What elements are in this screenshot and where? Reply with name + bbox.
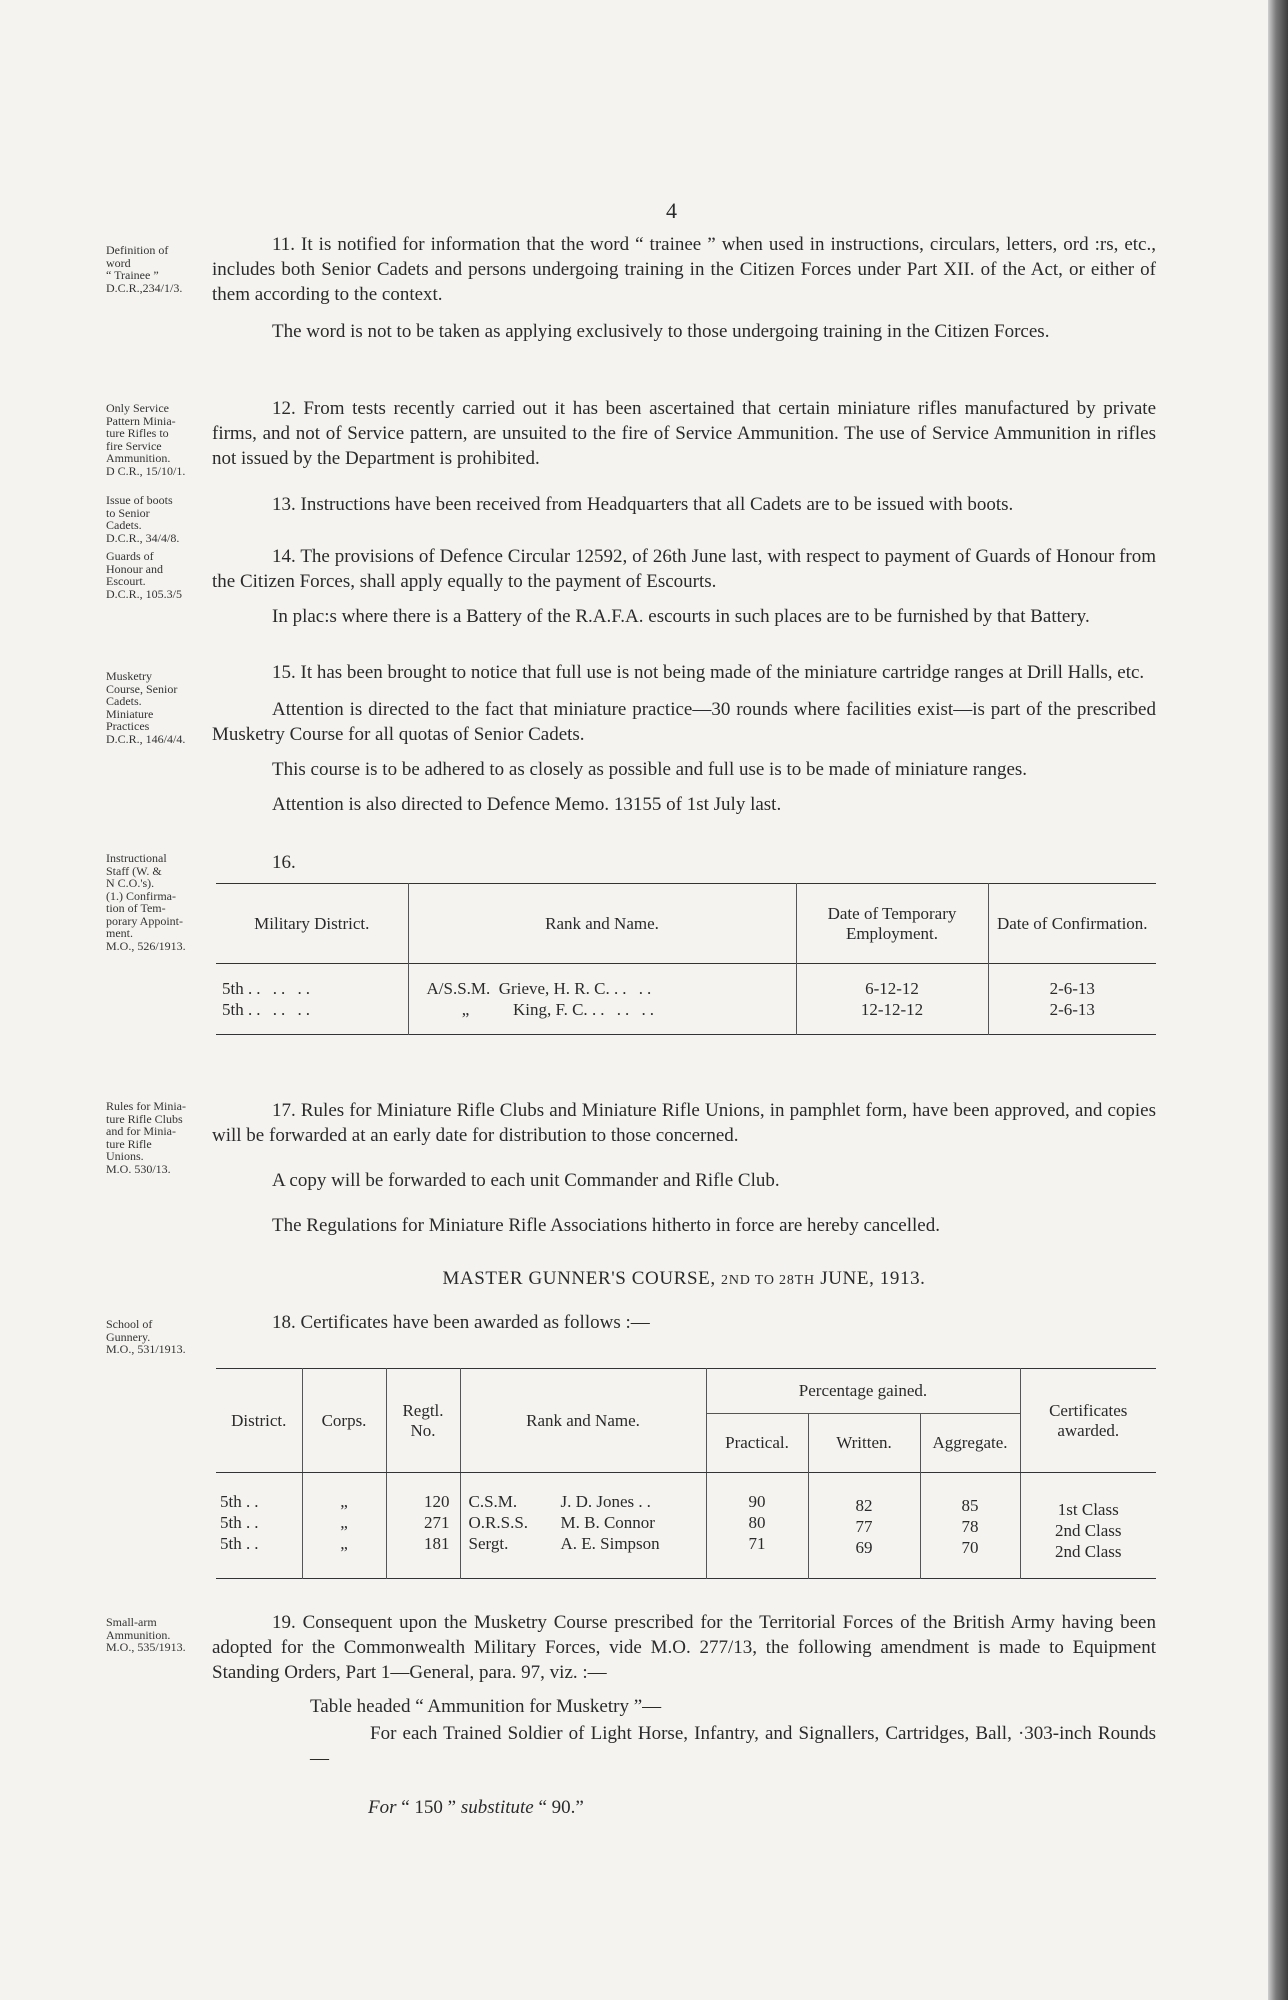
margin-note-16: Instructional Staff (W. & N C.O.'s). (1.) Confirma- tion of Tem- porary Appoint- ment. M.O., 526/1913. <box>106 851 186 953</box>
cell-confirm-date: 2-6-13 <box>1049 1000 1095 1019</box>
header-rank-and-name: Rank and Name. <box>460 1369 706 1473</box>
margin-note-13: Issue of boots to Senior Cadets. D.C.R., 34/4/8. <box>106 493 180 545</box>
paragraph-12: 12. From tests recently carried out it has been ascertained that certain miniature rifles manufactured by private firms, and not of Service pattern, are unsuited to the fire of Service Ammunition. The use of Service Ammunition in rifles not issued by the Department is prohibited. <box>212 398 1156 469</box>
cell-temp-date: 12-12-12 <box>860 1000 924 1019</box>
cell-temp-date: 6-12-12 <box>865 979 919 998</box>
paragraph-14: 14. The provisions of Defence Circular 12592, of 26th June last, with respect to payment of Guards of Honour from the Citizen Forces, shall apply equally to the payment of Escourts. In plac:s where there is a Battery of the R.A.F.A. escourts in such places are to be furnished by that Battery. <box>212 546 1156 627</box>
cell-name: King, F. C. <box>513 1000 588 1019</box>
header-confirmation: Date of Confirmation. <box>996 913 1148 933</box>
header-percentage-gained: Percentage gained. <box>706 1369 1020 1414</box>
header-certificates: Certificates awarded. <box>1020 1369 1156 1473</box>
margin-note-17: Rules for Minia- ture Rifle Clubs and for Minia- ture Rifle Unions. M.O. 530/13. <box>106 1099 186 1176</box>
confirmation-table <box>216 883 1156 1035</box>
cell-rank: A/S.S.M. <box>426 979 491 998</box>
table-row: 5th .. .. .. 5th .. .. .. A/S.S.M. Grieve, H. R. C. .. .. „ King, F. C. .. .. .. 6-12-12 12-12-12 2-6-13 2-6-13 <box>216 964 1156 1035</box>
amendment-quote: Table headed “ Ammunition for Musketry ”— For each Trained Soldier of Light Horse, Infantry, and Signallers, Cartridges, Ball, ·303-inch Rounds— For “ 150 ” substitute “ 90.” <box>310 1696 1156 1818</box>
cell-district: 5th <box>222 979 244 998</box>
cell-confirm-date: 2-6-13 <box>1049 979 1095 998</box>
cell-name: Grieve, H. R. C. <box>498 979 610 998</box>
table-row: 5th .. 5th .. 5th .. „ „ „ 120 271 181 C.S.M. J. D. Jones .. O.R.S.S. M. B. Connor Sergt. A. E. Simpson 90 80 71 82 77 69 85 78 70 1st Class 2nd Class 2nd Class <box>216 1473 1156 1579</box>
page-edge-shadow <box>1268 0 1288 2000</box>
margin-note-14: Guards of Honour and Escourt. D.C.R., 105.3/5 <box>106 549 183 601</box>
header-military-district: Military District. <box>216 884 408 964</box>
header-temp-employment: Date of Temporary Employment. <box>796 884 988 964</box>
certificates-table <box>216 1368 1156 1579</box>
paragraph-11: 11. It is notified for information that the word “ trainee ” when used in instructions, circulars, letters, ord :rs, etc., includes both Senior Cadets and persons undergoing training in the Citizen Forces under Part XII. of the Act, or either of them according to the context. The word is not to be taken as applying exclusively to those undergoing training in the Citizen Forces. <box>212 234 1156 342</box>
header-rank-name: Rank and Name. <box>408 884 796 964</box>
paragraph-17: 17. Rules for Miniature Rifle Clubs and Miniature Rifle Unions, in pamphlet form, have been approved, and copies will be forwarded at an early date for distribution to those concerned. A copy will be forwarded to each unit Commander and Rifle Club. The Regulations for Miniature Rifle Associations hitherto in force are hereby cancelled. <box>212 1100 1156 1236</box>
table-header-row <box>216 884 1156 964</box>
margin-note-11: Definition of word “ Trainee ” D.C.R.,234/1/3. <box>106 243 183 295</box>
margin-note-18: School of Gunnery. M.O., 531/1913. <box>106 1317 186 1356</box>
header-written: Written. <box>808 1414 920 1473</box>
margin-note-15: Musketry Course, Senior Cadets. Miniature Practices D.C.R., 146/4/4. <box>106 669 186 746</box>
page-number: 4 <box>666 198 677 223</box>
header-aggregate: Aggregate. <box>920 1414 1020 1473</box>
margin-note-19: Small-arm Ammunition. M.O., 535/1913. <box>106 1615 186 1654</box>
margin-note-12: Only Service Pattern Minia- ture Rifles to fire Service Ammunition. D C.R., 15/10/1. <box>106 401 186 478</box>
header-practical: Practical. <box>706 1414 808 1473</box>
paragraph-19: 19. Consequent upon the Musketry Course prescribed for the Territorial Forces of the British Army having been adopted for the Commonwealth Military Forces, vide M.O. 277/13, the following amendment is made to Equipment Standing Orders, Part 1—General, para. 97, viz. :— <box>212 1612 1156 1683</box>
paragraph-16: 16. <box>272 852 296 873</box>
master-gunners-course-heading: MASTER GUNNER'S COURSE, 2ND TO 28TH JUNE, 1913. <box>442 1268 926 1289</box>
cell-rank: „ <box>461 1000 470 1019</box>
header-district: District. <box>216 1369 302 1473</box>
paragraph-15: 15. It has been brought to notice that full use is not being made of the miniature cartridge ranges at Drill Halls, etc. Attention is directed to the fact that miniature practice—30 rounds where facilities exist—is part of the prescribed Musketry Course for all quotas of Senior Cadets. This course is to be adhered to as closely as possible and full use is to be made of miniature ranges. Attention is also directed to Defence Memo. 13155 of 1st July last. <box>212 662 1156 815</box>
header-corps: Corps. <box>302 1369 386 1473</box>
paragraph-13: 13. Instructions have been received from Headquarters that all Cadets are to be issued with boots. <box>272 494 1014 515</box>
header-regtl-no: Regtl. No. <box>386 1369 460 1473</box>
cell-district: 5th <box>222 1000 244 1019</box>
paragraph-18: 18. Certificates have been awarded as follows :— <box>272 1312 650 1333</box>
